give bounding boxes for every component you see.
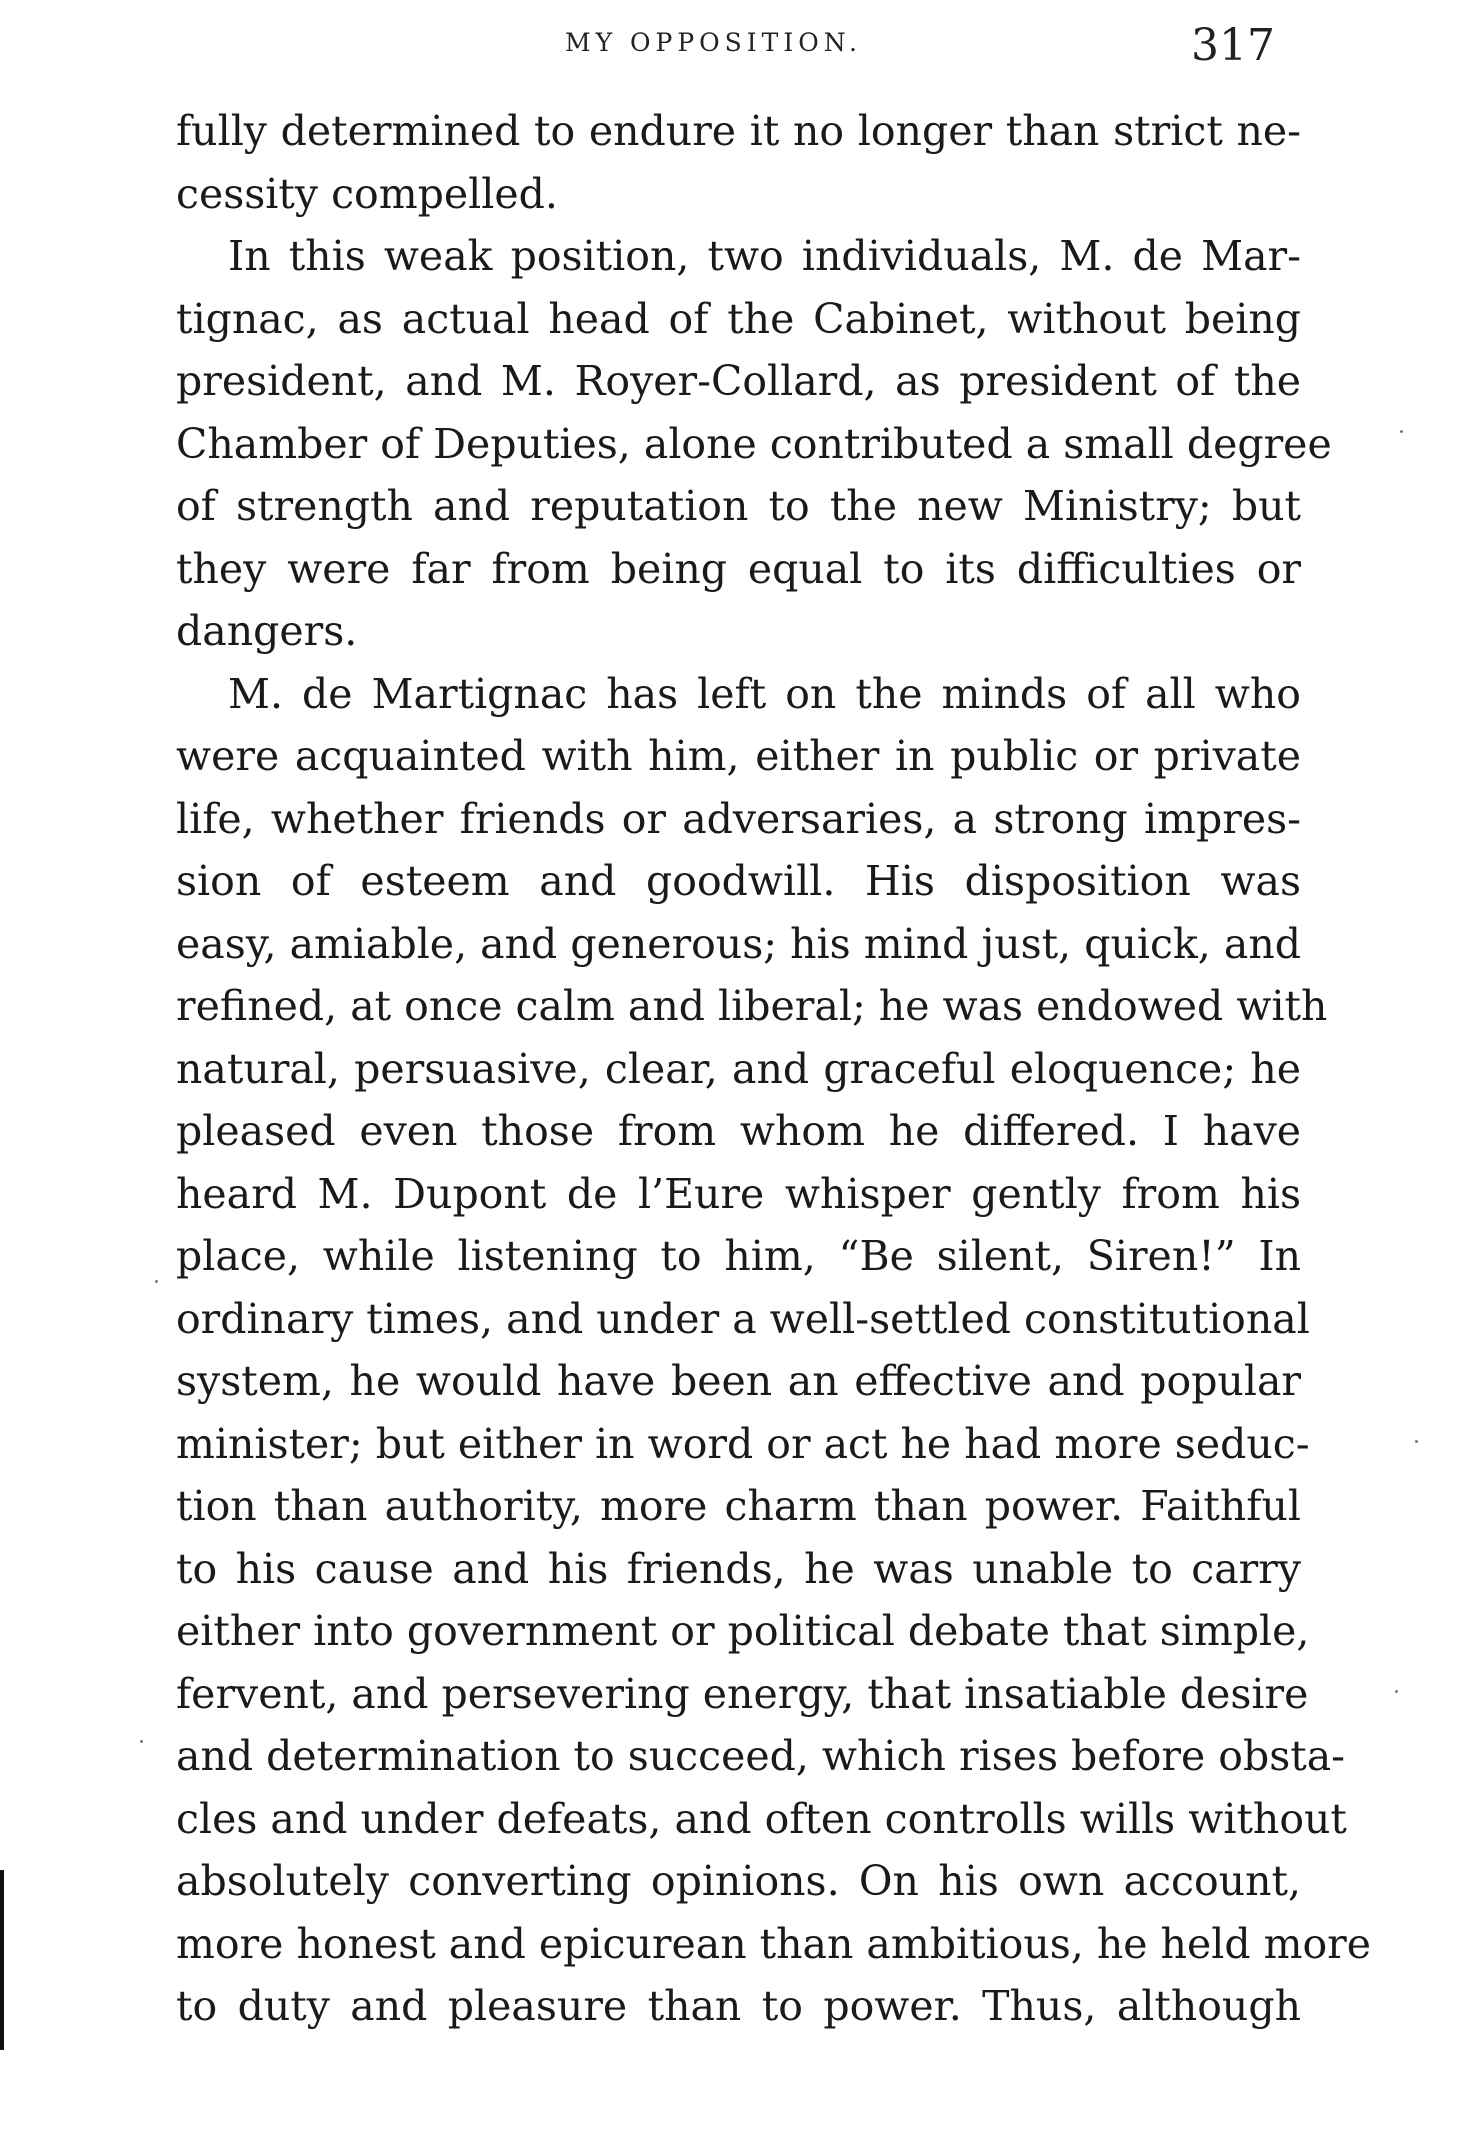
text-line: either into government or political debate that simple, <box>176 1607 1310 1655</box>
text-line: more honest and epicurean than ambitious, he held more <box>176 1919 1372 1968</box>
text-line: absolutely converting opinions. On his own account, <box>176 1857 1301 1905</box>
text-line: they were far from being equal to its difficulties or <box>176 544 1301 593</box>
page-number: 317 <box>1191 20 1275 71</box>
text-line: natural, persuasive, clear, and graceful eloquence; he <box>176 1044 1301 1093</box>
running-head <box>175 20 1275 80</box>
text-line: dangers. <box>176 607 358 655</box>
text-line: M. de Martignac has left on the minds of all who <box>228 669 1301 718</box>
text-line: easy, amiable, and generous; his mind just, quick, and <box>176 919 1301 968</box>
text-line: life, whether friends or adversaries, a strong impres- <box>176 794 1301 843</box>
text-line: heard M. Dupont de l’Eure whisper gently from his <box>176 1169 1301 1218</box>
text-line: tion than authority, more charm than power. Faithful <box>176 1482 1301 1530</box>
text-line: pleased even those from whom he differed. I have <box>176 1107 1301 1155</box>
paper-speck <box>1400 430 1403 433</box>
text-line: system, he would have been an effective and popular <box>176 1357 1301 1405</box>
text-line: and determination to succeed, which rises before obsta- <box>176 1732 1346 1780</box>
text-line: refined, at once calm and liberal; he was endowed with <box>176 982 1328 1030</box>
text-line: of strength and reputation to the new Ministry; but <box>176 482 1301 530</box>
text-line: minister; but either in word or act he had more seduc- <box>176 1419 1310 1468</box>
body-text <box>176 100 1372 2038</box>
text-line: sion of esteem and goodwill. His disposition was <box>176 857 1301 905</box>
paragraph <box>176 663 1372 2038</box>
text-line: tignac, as actual head of the Cabinet, without being <box>176 294 1301 343</box>
text-line: fully determined to endure it no longer than strict ne- <box>176 107 1301 155</box>
paper-speck <box>155 1280 158 1283</box>
text-line: cles and under defeats, and often controlls wills without <box>176 1794 1347 1843</box>
text-line: were acquainted with him, either in public or private <box>176 732 1301 780</box>
paper-speck <box>1395 1690 1398 1693</box>
paragraph <box>176 100 1301 225</box>
text-line: fervent, and persevering energy, that insatiable desire <box>176 1669 1309 1718</box>
running-title: MY OPPOSITION. <box>565 28 862 57</box>
text-line: ordinary times, and under a well-settled constitutional <box>176 1294 1310 1343</box>
paper-speck <box>140 1740 143 1743</box>
paper-speck <box>1415 1440 1418 1443</box>
text-line: In this weak position, two individuals, M. de Mar- <box>228 232 1301 280</box>
text-line: to his cause and his friends, he was unable to carry <box>176 1544 1301 1593</box>
text-line: to duty and pleasure than to power. Thus, although <box>176 1982 1301 2030</box>
text-line: place, while listening to him, “Be silent, Siren!” In <box>176 1232 1301 1280</box>
paragraph <box>176 225 1332 663</box>
text-line: president, and M. Royer-Collard, as president of the <box>176 357 1301 405</box>
text-line: cessity compelled. <box>176 169 558 218</box>
binding-edge-mark <box>0 1870 4 2050</box>
text-line: Chamber of Deputies, alone contributed a small degree <box>176 419 1332 468</box>
